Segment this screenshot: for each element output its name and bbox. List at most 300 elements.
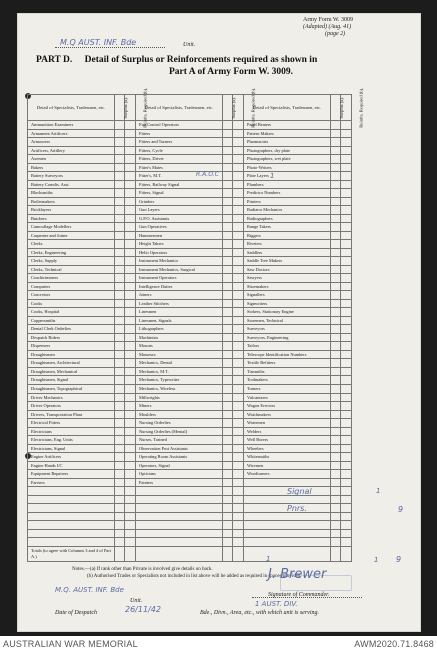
blank-cell bbox=[233, 538, 244, 547]
quantity-cell bbox=[125, 146, 136, 155]
quantity-cell bbox=[223, 206, 233, 215]
spare-cell bbox=[352, 538, 416, 547]
quantity-cell bbox=[223, 350, 233, 359]
spare-cell bbox=[352, 529, 416, 538]
quantity-cell bbox=[233, 231, 244, 240]
specialist-name: Clerks bbox=[28, 240, 115, 249]
quantity-cell bbox=[331, 189, 341, 198]
blank-cell bbox=[223, 521, 233, 530]
specialist-name: Fitters, Railway Signal bbox=[136, 180, 223, 189]
blank-cell bbox=[115, 495, 125, 504]
unit-label: Unit. bbox=[130, 598, 143, 604]
specialist-name: Predictor Numbers bbox=[244, 189, 331, 198]
quantity-cell bbox=[125, 257, 136, 266]
specialist-name: Observation Post Assistants bbox=[136, 444, 223, 453]
quantity-cell bbox=[331, 240, 341, 249]
blank-cell bbox=[331, 504, 341, 513]
blank-cell bbox=[341, 521, 352, 530]
specialist-name: Instrument Operators bbox=[136, 274, 223, 283]
quantity-cell bbox=[233, 214, 244, 223]
specialist-name: Grinders bbox=[136, 197, 223, 206]
table-row bbox=[28, 172, 416, 181]
quantity-cell bbox=[233, 325, 244, 334]
spare-cell bbox=[352, 282, 416, 291]
specialist-name: Photographers, dry plate bbox=[244, 146, 331, 155]
quantity-cell bbox=[233, 197, 244, 206]
spare-cell bbox=[352, 521, 416, 530]
quantity-cell bbox=[223, 325, 233, 334]
quantity-cell bbox=[233, 308, 244, 317]
form-ref-line: Army Form W. 3009 bbox=[303, 17, 354, 23]
blank-cell bbox=[125, 487, 136, 496]
specialist-name: Coachtrimmers bbox=[28, 274, 115, 283]
quantity-cell bbox=[115, 189, 125, 198]
quantity-cell bbox=[223, 257, 233, 266]
quantity-cell bbox=[125, 478, 136, 487]
quantity-cell bbox=[115, 163, 125, 172]
table-row bbox=[28, 393, 416, 402]
blank-cell bbox=[136, 529, 223, 538]
specialist-name: G.P.O. Assistants bbox=[136, 214, 223, 223]
blank-row bbox=[28, 521, 416, 530]
blank-cell bbox=[331, 487, 341, 496]
specialist-name: Engine Hands I/C bbox=[28, 461, 115, 470]
quantity-cell bbox=[233, 333, 244, 342]
table-row bbox=[28, 274, 416, 283]
quantity-cell bbox=[341, 419, 352, 428]
quantity-cell bbox=[115, 316, 125, 325]
blank-cell bbox=[115, 529, 125, 538]
quantity-cell bbox=[233, 384, 244, 393]
quantity-cell bbox=[223, 376, 233, 385]
quantity-cell bbox=[223, 470, 233, 479]
quantity-cell bbox=[223, 436, 233, 445]
quantity-cell bbox=[223, 419, 233, 428]
specialist-name: Electricians, Signal bbox=[28, 444, 115, 453]
specialist-name: Lithographers bbox=[136, 325, 223, 334]
quantity-cell bbox=[115, 384, 125, 393]
quantity-cell bbox=[125, 163, 136, 172]
quantity-cell bbox=[223, 308, 233, 317]
quantity-cell bbox=[115, 121, 125, 130]
specialist-name: Pharmacists bbox=[244, 138, 331, 147]
specialist-name: Riggers bbox=[244, 231, 331, 240]
blank-cell bbox=[115, 512, 125, 521]
quantity-cell bbox=[115, 172, 125, 181]
handwritten-unit: M.Q. AUST. INF. Bde bbox=[55, 586, 124, 594]
quantity-cell bbox=[331, 231, 341, 240]
specialist-name: Surveyors, Engineering bbox=[244, 333, 331, 342]
blank-cell bbox=[331, 529, 341, 538]
spare-cell bbox=[352, 189, 416, 198]
quantity-cell bbox=[115, 470, 125, 479]
quantity-cell bbox=[115, 248, 125, 257]
quantity-cell bbox=[115, 257, 125, 266]
table-row bbox=[28, 342, 416, 351]
quantity-cell bbox=[115, 223, 125, 232]
quantity-cell bbox=[125, 138, 136, 147]
handwritten-qty: 1 bbox=[270, 172, 275, 180]
quantity-cell bbox=[125, 282, 136, 291]
blank-cell bbox=[28, 538, 115, 547]
specialist-name: Mechanics, Wireless bbox=[136, 384, 223, 393]
quantity-cell bbox=[125, 121, 136, 130]
quantity-cell bbox=[125, 367, 136, 376]
totals-row bbox=[28, 546, 416, 561]
table-row bbox=[28, 214, 416, 223]
commander-signature: J. Brewer bbox=[268, 567, 327, 582]
spare-cell bbox=[352, 206, 416, 215]
quantity-cell bbox=[233, 189, 244, 198]
specialist-name: Electricians, Eng. Units bbox=[28, 436, 115, 445]
quantity-cell bbox=[331, 470, 341, 479]
handwritten-formation: 1 AUST. DIV. bbox=[255, 600, 298, 608]
spare-cell bbox=[352, 410, 416, 419]
quantity-cell bbox=[331, 138, 341, 147]
quantity-cell bbox=[331, 146, 341, 155]
quantity-cell bbox=[331, 410, 341, 419]
blank-cell bbox=[341, 504, 352, 513]
blank-cell bbox=[125, 529, 136, 538]
blank-cell bbox=[115, 538, 125, 547]
specialist-name: Driver Mechanics bbox=[28, 393, 115, 402]
specialist-name bbox=[244, 478, 331, 487]
table-row bbox=[28, 146, 416, 155]
form-reference bbox=[303, 17, 413, 38]
quantity-cell bbox=[125, 214, 136, 223]
blank-cell bbox=[233, 495, 244, 504]
quantity-cell bbox=[341, 470, 352, 479]
spare-cell bbox=[352, 223, 416, 232]
spare-cell bbox=[352, 478, 416, 487]
quantity-cell bbox=[341, 214, 352, 223]
specialist-name: Butchers bbox=[28, 214, 115, 223]
specialist-name: Coppersmiths bbox=[28, 316, 115, 325]
quantity-cell bbox=[341, 197, 352, 206]
specialist-name: Drivers, Transportation Plant bbox=[28, 410, 115, 419]
blank-cell bbox=[223, 512, 233, 521]
spare-cell bbox=[352, 495, 416, 504]
spare-cell bbox=[352, 436, 416, 445]
title-line-1: Detail of Surplus or Reinforcements required as shown in bbox=[84, 55, 318, 65]
blank-cell bbox=[244, 495, 331, 504]
quantity-cell bbox=[125, 274, 136, 283]
quantity-cell bbox=[331, 180, 341, 189]
quantity-cell bbox=[223, 393, 233, 402]
spare-cell bbox=[352, 291, 416, 300]
blank-cell bbox=[136, 487, 223, 496]
quantity-cell bbox=[341, 325, 352, 334]
specialist-name: Draughtsmen, Topographical bbox=[28, 384, 115, 393]
spare-cell bbox=[352, 257, 416, 266]
header-specialists: Detail of Specialists, Tradesmen, etc. bbox=[244, 95, 331, 121]
spare-cell bbox=[352, 342, 416, 351]
spare-cell bbox=[352, 180, 416, 189]
specialist-name: Fitter's, M.T. bbox=[136, 172, 223, 181]
quantity-cell bbox=[233, 146, 244, 155]
specialist-name: Photo-Writers bbox=[244, 163, 331, 172]
quantity-cell bbox=[331, 359, 341, 368]
specialist-name: Draughtsmen, Signal bbox=[28, 376, 115, 385]
quantity-cell bbox=[331, 155, 341, 164]
spare-cell bbox=[352, 146, 416, 155]
quantity-cell bbox=[233, 419, 244, 428]
handwritten-total: 9 bbox=[396, 555, 402, 564]
blank-cell bbox=[28, 521, 115, 530]
quantity-cell bbox=[341, 333, 352, 342]
quantity-cell bbox=[341, 180, 352, 189]
quantity-cell bbox=[233, 461, 244, 470]
quantity-cell bbox=[223, 248, 233, 257]
specialist-name: Wheelers bbox=[244, 444, 331, 453]
quantity-cell bbox=[331, 172, 341, 181]
specialist-name: Machinists bbox=[136, 333, 223, 342]
specialist-name: Electricians bbox=[28, 427, 115, 436]
blank-cell bbox=[136, 521, 223, 530]
quantity-cell bbox=[115, 342, 125, 351]
total-cell bbox=[125, 546, 136, 561]
specialist-name: Draughtsmen, Mechanical bbox=[28, 367, 115, 376]
specialist-name: Millwrights bbox=[136, 393, 223, 402]
blank-row bbox=[28, 487, 416, 496]
specialist-name: Sawyers bbox=[244, 274, 331, 283]
quantity-cell bbox=[115, 427, 125, 436]
part-label: PART D. bbox=[36, 55, 73, 65]
quantity-cell bbox=[115, 444, 125, 453]
spare-cell bbox=[352, 487, 416, 496]
blank-cell bbox=[125, 504, 136, 513]
specialist-name: Masons bbox=[136, 342, 223, 351]
specialist-name: Draughtsmen, Architectural bbox=[28, 359, 115, 368]
quantity-cell bbox=[341, 138, 352, 147]
total-cell bbox=[136, 546, 223, 561]
quantity-cell bbox=[115, 155, 125, 164]
blank-cell bbox=[341, 495, 352, 504]
table-row bbox=[28, 470, 416, 479]
quantity-cell bbox=[115, 367, 125, 376]
quantity-cell bbox=[331, 299, 341, 308]
specialist-name: Axemen bbox=[28, 155, 115, 164]
specialist-name: Instrument Mechanics bbox=[136, 257, 223, 266]
table-row bbox=[28, 163, 416, 172]
despatch-date: 26/11/42 bbox=[125, 605, 161, 614]
quantity-cell bbox=[331, 367, 341, 376]
quantity-cell bbox=[223, 214, 233, 223]
specialist-name: Armourers bbox=[28, 138, 115, 147]
quantity-cell bbox=[233, 478, 244, 487]
blank-cell bbox=[115, 487, 125, 496]
specialist-name: Fitters, Driver bbox=[136, 155, 223, 164]
quantity-cell bbox=[233, 257, 244, 266]
quantity-cell bbox=[341, 223, 352, 232]
specialist-name: Cooks bbox=[28, 299, 115, 308]
specialist-name: Signallers bbox=[244, 291, 331, 300]
specialist-name: Miners bbox=[136, 402, 223, 411]
quantity-cell bbox=[115, 197, 125, 206]
specialist-name: Blacksmiths bbox=[28, 189, 115, 198]
quantity-cell bbox=[341, 146, 352, 155]
quantity-cell bbox=[341, 206, 352, 215]
archive-footer bbox=[0, 636, 437, 653]
spare-cell bbox=[352, 444, 416, 453]
specialist-name: Saddlers bbox=[244, 248, 331, 257]
quantity-cell bbox=[233, 470, 244, 479]
quantity-cell bbox=[125, 325, 136, 334]
quantity-cell bbox=[233, 291, 244, 300]
specialist-name: Linesmen, Signals bbox=[136, 316, 223, 325]
table-row bbox=[28, 478, 416, 487]
quantity-cell bbox=[115, 419, 125, 428]
specialist-name: Bricklayers bbox=[28, 206, 115, 215]
quantity-cell bbox=[341, 316, 352, 325]
blank-cell bbox=[341, 512, 352, 521]
blank-cell bbox=[341, 487, 352, 496]
header-specialists: Detail of Specialists, Tradesmen, etc. bbox=[28, 95, 115, 121]
quantity-cell bbox=[341, 384, 352, 393]
blank-cell bbox=[28, 504, 115, 513]
specialist-name: Gun Layers bbox=[136, 206, 223, 215]
table-row bbox=[28, 197, 416, 206]
specialist-name: Dispensers bbox=[28, 342, 115, 351]
quantity-cell bbox=[233, 427, 244, 436]
spare-cell bbox=[352, 248, 416, 257]
specialist-name: Wagon Erectors bbox=[244, 402, 331, 411]
quantity-cell bbox=[115, 299, 125, 308]
blank-cell bbox=[331, 538, 341, 547]
specialist-name: Boilermakers bbox=[28, 197, 115, 206]
quantity-cell bbox=[125, 444, 136, 453]
specialist-name: Instrument Mechanics, Surgical bbox=[136, 265, 223, 274]
quantity-cell bbox=[115, 350, 125, 359]
quantity-cell bbox=[331, 342, 341, 351]
specialist-name: Fitters and Turners bbox=[136, 138, 223, 147]
quantity-cell bbox=[233, 138, 244, 147]
blank-cell bbox=[331, 521, 341, 530]
quantity-cell bbox=[223, 427, 233, 436]
quantity-cell bbox=[223, 197, 233, 206]
note-a: Notes.—(a) If rank other than Private is involved give details on back. bbox=[72, 567, 213, 572]
table-row bbox=[28, 223, 416, 232]
quantity-cell bbox=[341, 461, 352, 470]
specialist-name: Fire Control Operators bbox=[136, 121, 223, 130]
quantity-cell bbox=[341, 410, 352, 419]
specialist-name: Nursing Orderlies bbox=[136, 419, 223, 428]
quantity-cell bbox=[125, 470, 136, 479]
spare-cell bbox=[352, 367, 416, 376]
specialist-name: Equipment Repairers bbox=[28, 470, 115, 479]
spare-cell bbox=[352, 308, 416, 317]
spare-cell bbox=[352, 384, 416, 393]
quantity-cell bbox=[115, 180, 125, 189]
quantity-cell bbox=[223, 299, 233, 308]
blank-cell bbox=[136, 495, 223, 504]
spare-cell bbox=[352, 453, 416, 462]
quantity-cell bbox=[115, 206, 125, 215]
quantity-cell bbox=[331, 393, 341, 402]
quantity-cell bbox=[223, 231, 233, 240]
header-surplus: Surplus (a). bbox=[115, 95, 125, 121]
specialist-name: Height Takers bbox=[136, 240, 223, 249]
specialist-name: Camouflage Modellers bbox=[28, 223, 115, 232]
quantity-cell bbox=[341, 172, 352, 181]
table-row bbox=[28, 129, 416, 138]
quantity-cell bbox=[125, 376, 136, 385]
quantity-cell bbox=[115, 231, 125, 240]
quantity-cell bbox=[115, 453, 125, 462]
quantity-cell bbox=[331, 257, 341, 266]
header-reinf: Reinfts. Required (b). bbox=[125, 95, 136, 121]
table-row bbox=[28, 282, 416, 291]
table-row bbox=[28, 436, 416, 445]
header-specialists: Detail of Specialists, Tradesmen, etc. bbox=[136, 95, 223, 121]
quantity-cell bbox=[331, 350, 341, 359]
quantity-cell bbox=[125, 291, 136, 300]
quantity-cell bbox=[223, 384, 233, 393]
specialist-name: Electrical Fitters bbox=[28, 419, 115, 428]
table-row bbox=[28, 350, 416, 359]
quantity-cell bbox=[125, 206, 136, 215]
blank-cell bbox=[223, 487, 233, 496]
quantity-cell bbox=[125, 155, 136, 164]
total-cell bbox=[244, 546, 331, 561]
specialist-name: Engine Artificers bbox=[28, 453, 115, 462]
specialist-name: Shoemakers bbox=[244, 282, 331, 291]
header-surplus: Surplus (a). bbox=[331, 95, 341, 121]
spare-cell bbox=[352, 138, 416, 147]
spare-cell bbox=[352, 461, 416, 470]
quantity-cell bbox=[341, 274, 352, 283]
quantity-cell bbox=[233, 453, 244, 462]
specialist-name: Textile Refitters bbox=[244, 359, 331, 368]
quantity-cell bbox=[223, 444, 233, 453]
spare-cell bbox=[352, 172, 416, 181]
quantity-cell bbox=[341, 444, 352, 453]
quantity-cell bbox=[233, 342, 244, 351]
blank-row bbox=[28, 538, 416, 547]
spare-cell bbox=[352, 197, 416, 206]
header-surplus: Surplus (a). bbox=[223, 95, 233, 121]
blank-cell bbox=[136, 538, 223, 547]
header-reinf: Reinfts. Required (b). bbox=[341, 95, 352, 121]
quantity-cell bbox=[233, 282, 244, 291]
quantity-cell bbox=[331, 427, 341, 436]
quantity-cell bbox=[223, 265, 233, 274]
specialist-name: Operators, Signal bbox=[136, 461, 223, 470]
blank-cell bbox=[136, 504, 223, 513]
specialist-name: Surveyors bbox=[244, 325, 331, 334]
blank-cell bbox=[28, 495, 115, 504]
specialist-name: Moulders bbox=[136, 410, 223, 419]
quantity-cell bbox=[331, 419, 341, 428]
specialist-name: Armament Artificers bbox=[28, 129, 115, 138]
specialist-name: Joiners bbox=[136, 291, 223, 300]
specialist-name: Intelligence Duties bbox=[136, 282, 223, 291]
quantity-cell bbox=[223, 240, 233, 249]
specialist-name: Linesmen bbox=[136, 308, 223, 317]
quantity-cell bbox=[331, 197, 341, 206]
specialist-name: Nurses, Trained bbox=[136, 436, 223, 445]
note-b: (b) Authorised Trades or Specialists not included in list above will be added as required in spaces provided. bbox=[87, 574, 302, 579]
quantity-cell bbox=[331, 223, 341, 232]
quantity-cell bbox=[341, 367, 352, 376]
specialist-name: Opticians bbox=[136, 470, 223, 479]
quantity-cell bbox=[341, 376, 352, 385]
table-row bbox=[28, 265, 416, 274]
specialist-name: Nursing Orderlies (Mental) bbox=[136, 427, 223, 436]
quantity-cell bbox=[233, 367, 244, 376]
table-row bbox=[28, 308, 416, 317]
quantity-cell bbox=[331, 282, 341, 291]
